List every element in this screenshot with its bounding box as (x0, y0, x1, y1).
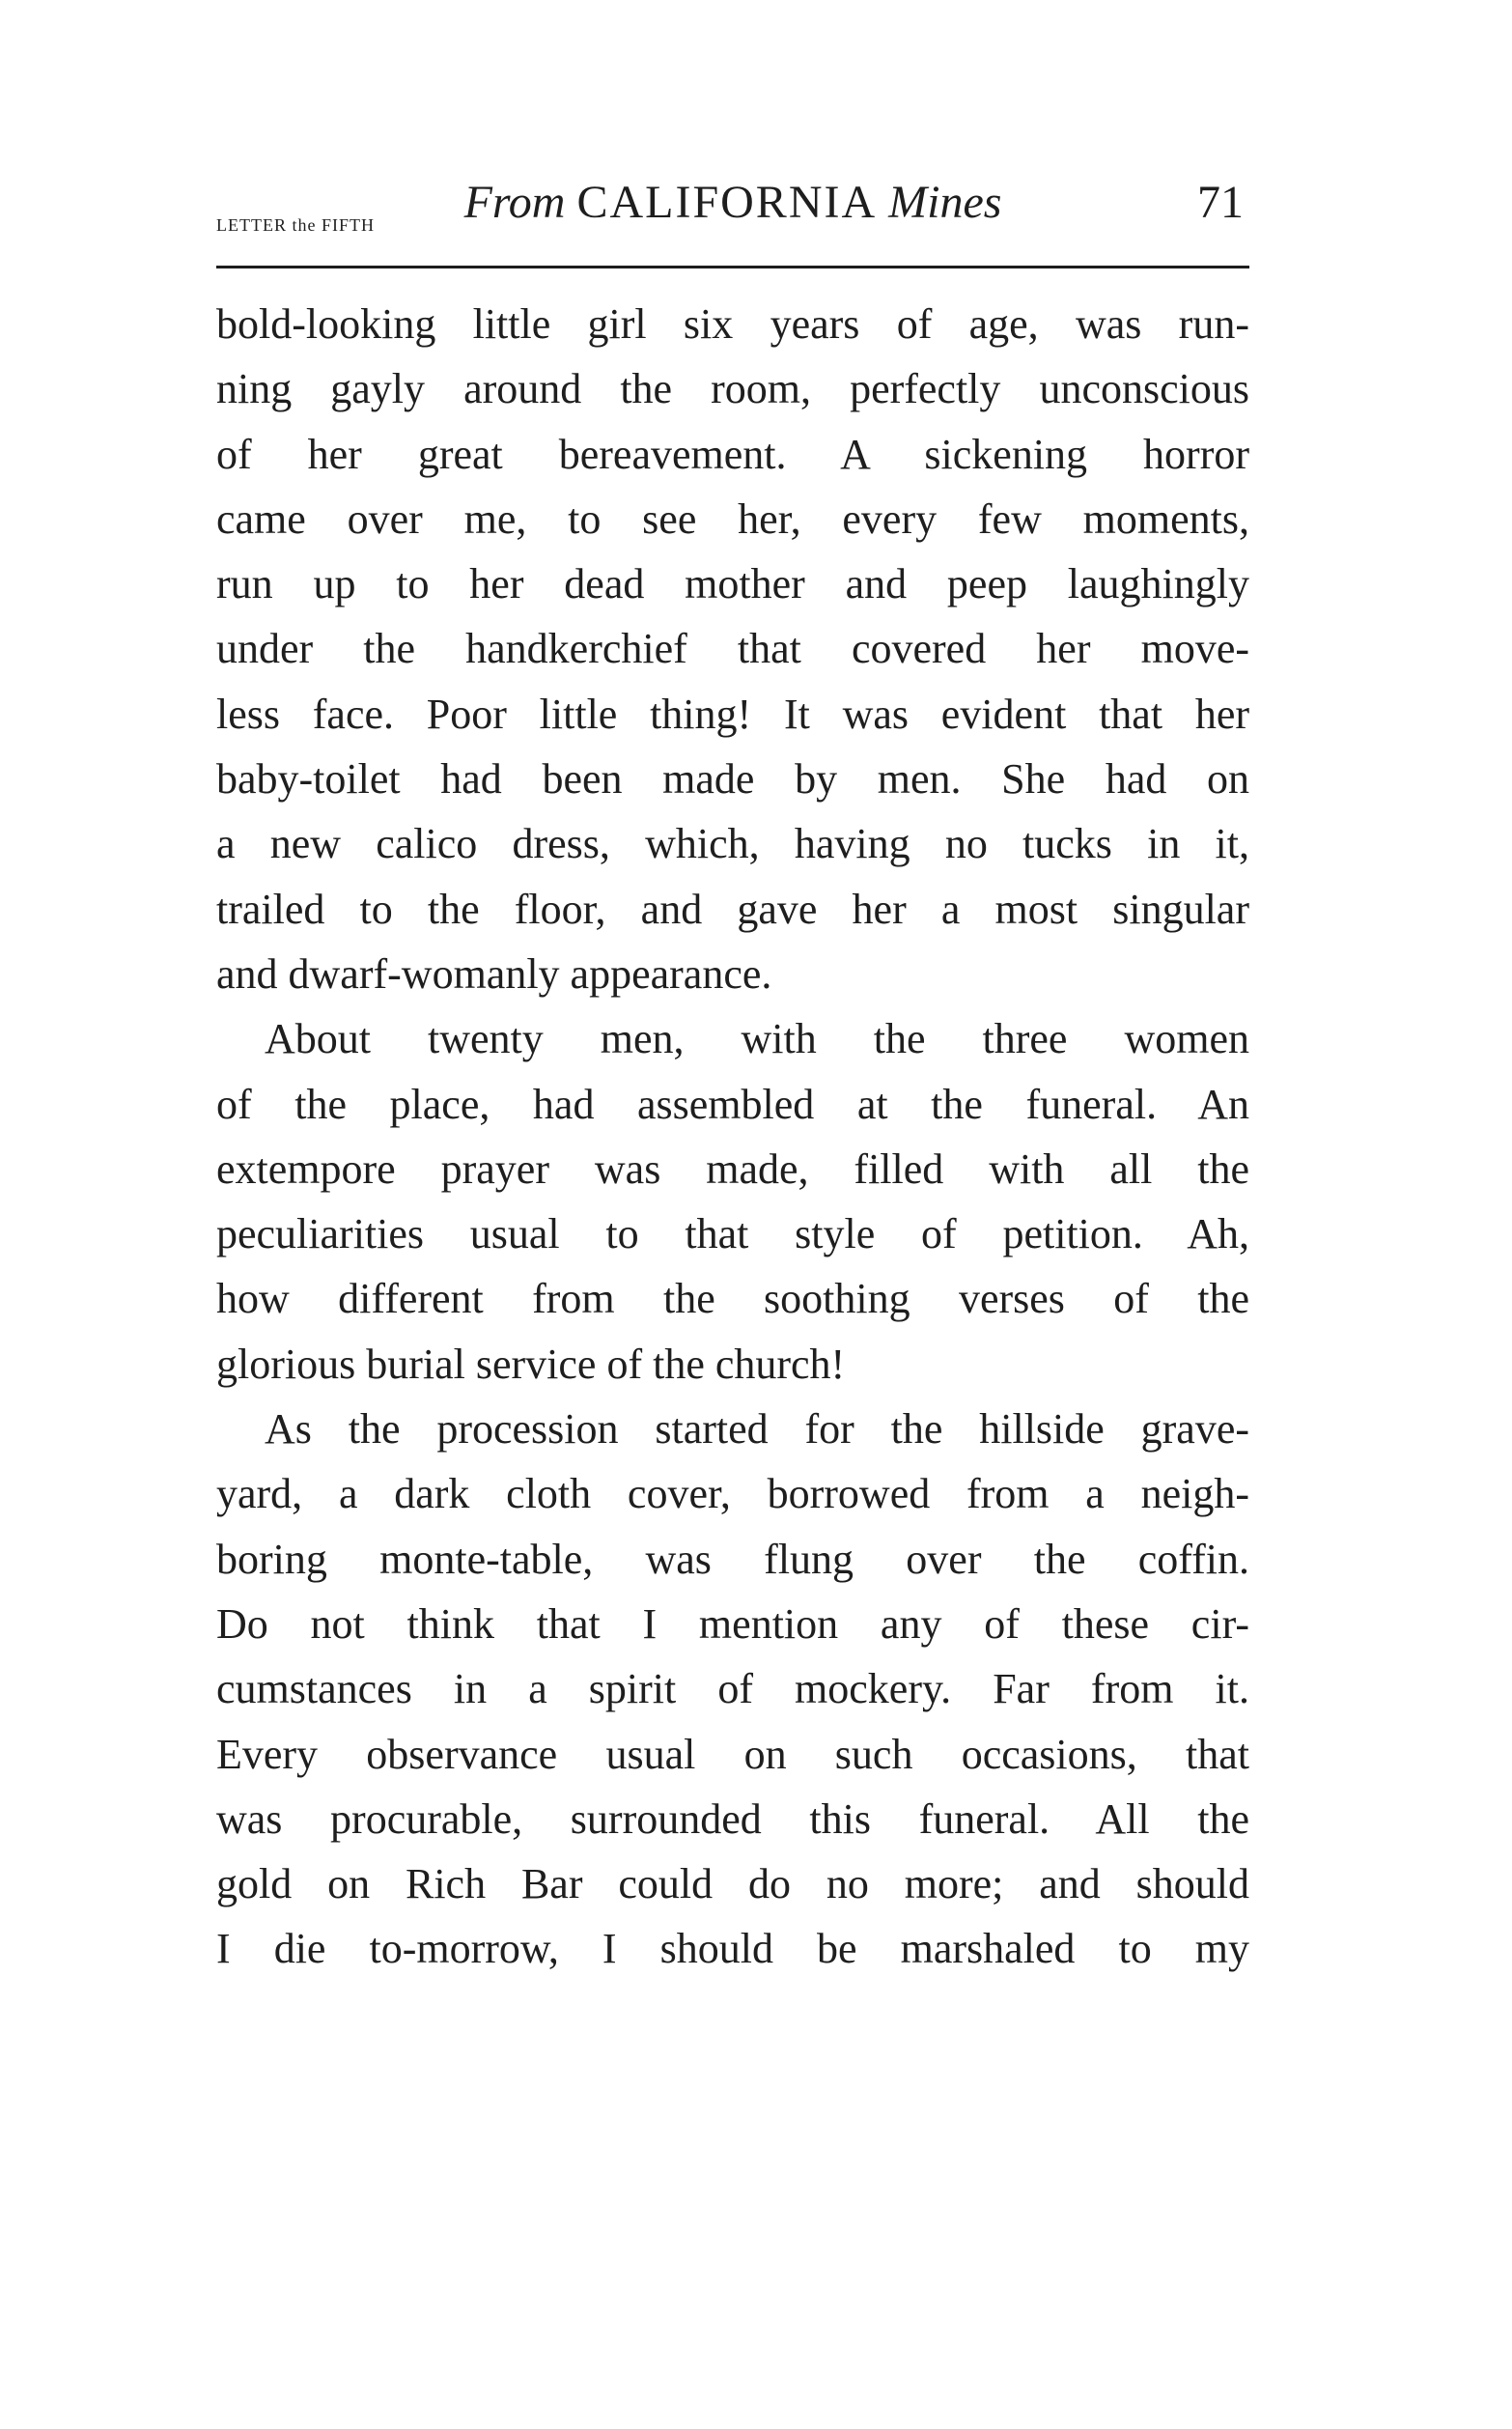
running-head (216, 172, 1249, 240)
text-line: About twenty men, with the three women (265, 1015, 1249, 1063)
text-line: glorious burial service of the church! (216, 1340, 846, 1388)
text-line: run up to her dead mother and peep laughingly (216, 560, 1249, 608)
text-line: gold on Rich Bar could do no more; and should (216, 1860, 1249, 1908)
text-line: cumstances in a spirit of mockery. Far from it. (216, 1665, 1249, 1713)
text-line: bold-looking little girl six years of age, was run- (216, 300, 1249, 348)
text-line: of her great bereavement. A sickening horror (216, 430, 1249, 478)
text-line: ning gayly around the room, perfectly unconscious (216, 365, 1249, 413)
title-california: CALIFORNIA (576, 177, 878, 228)
title-mines: Mines (888, 177, 1002, 228)
text-line: As the procession started for the hillside grave- (265, 1405, 1249, 1454)
text-line: boring monte-table, was flung over the coffin. (216, 1535, 1249, 1583)
book-title (216, 176, 1249, 229)
text-line: and dwarf-womanly appearance. (216, 949, 772, 998)
body-text (216, 292, 1249, 1982)
text-line: under the handkerchief that covered her move- (216, 625, 1249, 673)
letter-label: LETTER the FIFTH (216, 215, 375, 235)
text-line: I die to-morrow, I should be marshaled to my (216, 1925, 1249, 1973)
text-line: came over me, to see her, every few moments, (216, 494, 1249, 543)
text-line: trailed to the floor, and gave her a most singular (216, 885, 1249, 933)
page-number: 71 (1197, 177, 1244, 228)
text-line: Every observance usual on such occasions, that (216, 1730, 1249, 1778)
text-line: of the place, had assembled at the funeral. An (216, 1080, 1249, 1128)
text-line: Do not think that I mention any of these cir- (216, 1599, 1249, 1648)
text-line: how different from the soothing verses of the (216, 1275, 1249, 1323)
text-line: less face. Poor little thing! It was evident that her (216, 690, 1249, 738)
text-line: a new calico dress, which, having no tucks in it, (216, 820, 1249, 868)
text-line: yard, a dark cloth cover, borrowed from a neigh- (216, 1470, 1249, 1518)
text-line: peculiarities usual to that style of petition. Ah, (216, 1210, 1249, 1258)
header-rule (216, 266, 1249, 268)
title-from: From (463, 177, 566, 228)
text-line: extempore prayer was made, filled with all the (216, 1144, 1249, 1193)
text-line: was procurable, surrounded this funeral. All the (216, 1794, 1249, 1843)
text-line: baby-toilet had been made by men. She had on (216, 755, 1249, 804)
